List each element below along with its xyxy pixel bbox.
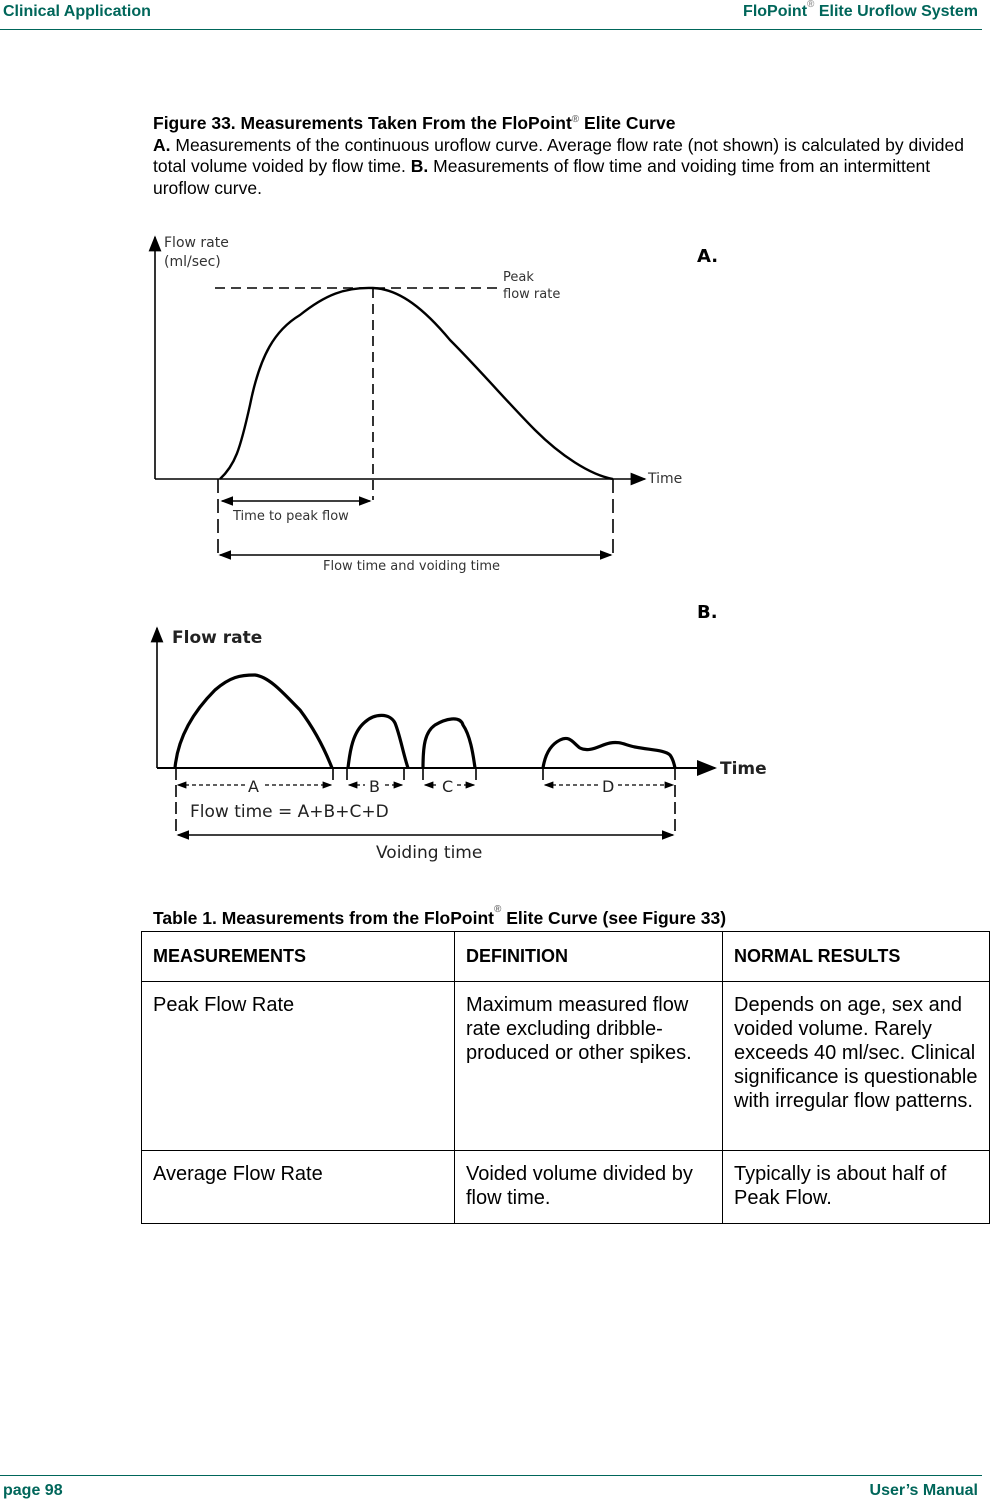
caption-b-label: B. — [410, 156, 429, 176]
manual-title: User’s Manual — [869, 1482, 978, 1499]
x-axis-label: Time — [720, 759, 767, 779]
y-axis-label: Flow rate — [164, 235, 229, 251]
brand: FloPoint — [743, 3, 808, 20]
page-number: page 98 — [3, 1482, 63, 1499]
figure-title: Figure 33. Measurements Taken From the FloPoint® Elite Curve — [153, 113, 676, 133]
flow-curves — [175, 675, 675, 768]
segment-d-label: D — [602, 777, 615, 796]
registered-mark: ® — [807, 0, 815, 10]
peak-label-2: flow rate — [503, 287, 561, 302]
x-axis-label: Time — [648, 471, 683, 487]
peak-label: Peak — [503, 270, 534, 285]
table-cell: Maximum measured flow rate excluding dribble-produced or other spikes. — [455, 982, 723, 1151]
segment-a-label: A — [248, 777, 259, 796]
table-caption: Table 1. Measurements from the FloPoint® Elite Curve (see Figure 33) — [153, 904, 727, 928]
measurements-table — [141, 931, 990, 1224]
column-header: MEASUREMENTS — [142, 932, 455, 982]
column-header: NORMAL RESULTS — [723, 932, 990, 982]
segment-c-label: C — [442, 777, 454, 796]
voiding-time-label: Voiding time — [376, 843, 483, 863]
footer-divider — [0, 1475, 982, 1476]
table-header-row — [142, 932, 990, 982]
table-cell: Typically is about half of Peak Flow. — [723, 1151, 990, 1224]
caption-a-label: A. — [153, 134, 171, 155]
table-row — [142, 982, 990, 1151]
header-divider — [0, 29, 982, 30]
panel-a-label: A. — [697, 246, 719, 267]
segment-b-label: B — [369, 777, 380, 796]
product-name: Elite Uroflow System — [814, 3, 978, 20]
header-product-title — [743, 0, 978, 21]
table-cell: Voided volume divided by flow time. — [455, 1151, 723, 1224]
y-axis-label: Flow rate — [172, 628, 263, 648]
header-section-title: Clinical Application — [3, 3, 151, 20]
table-cell: Depends on age, sex and voided volume. Rarely exceeds 40 ml/sec. Clinical significance is questionable with irregular flow patterns. — [723, 982, 990, 1151]
y-axis-units: (ml/sec) — [164, 254, 221, 270]
table-cell: Average Flow Rate — [142, 1151, 455, 1224]
intermittent-uroflow-diagram — [140, 595, 780, 870]
column-header: DEFINITION — [455, 932, 723, 982]
panel-b-label: B. — [697, 602, 718, 623]
flow-voiding-label: Flow time and voiding time — [323, 559, 501, 574]
table-cell: Peak Flow Rate — [142, 982, 455, 1151]
continuous-uroflow-diagram — [140, 225, 740, 585]
figure-caption — [153, 113, 968, 199]
table-row — [142, 1151, 990, 1224]
flow-time-formula: Flow time = A+B+C+D — [190, 802, 389, 822]
caption-b-text: Measurements of flow time and voiding time from an intermittent uroflow curve. — [153, 156, 931, 198]
uroflow-curve — [220, 288, 613, 479]
time-to-peak-label: Time to peak flow — [233, 509, 349, 524]
caption-a-text: Measurements of the continuous uroflow curve. Average flow rate (not shown) is calculated by divided total volume voided by flow time. — [153, 134, 964, 176]
